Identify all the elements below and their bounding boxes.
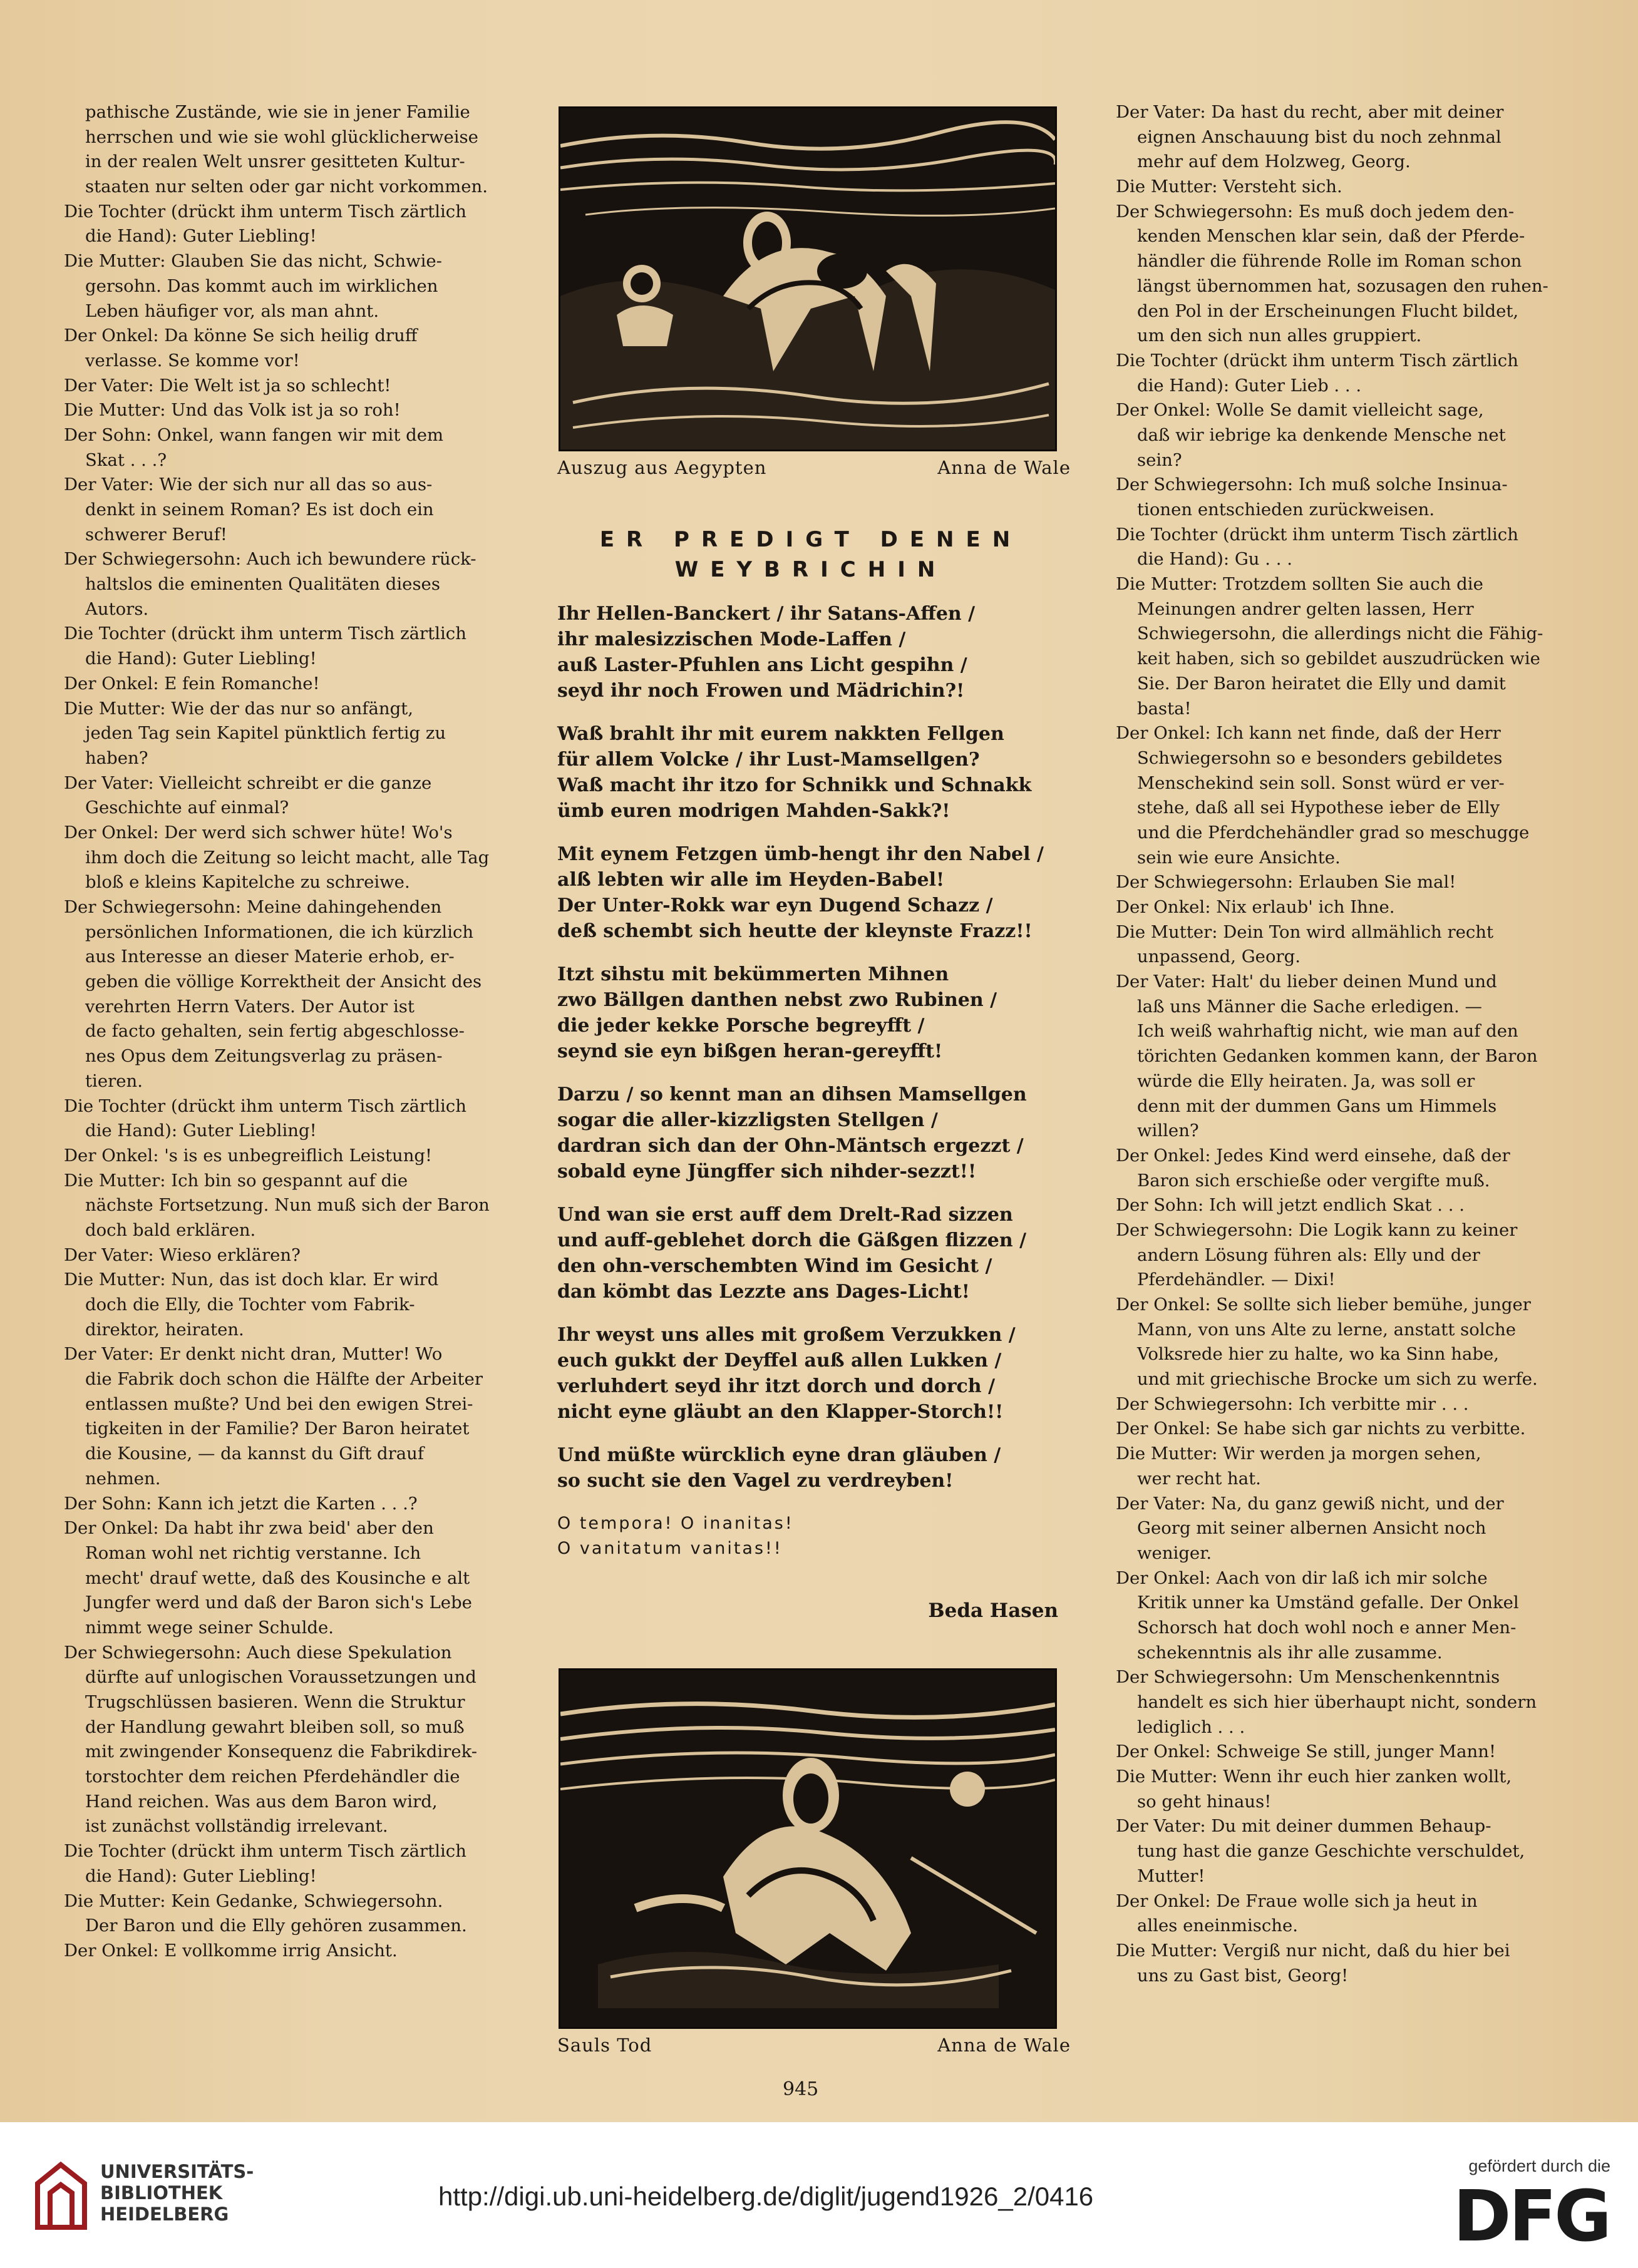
text-line: verlasse. Se komme vor! [85,350,300,371]
text-line: nes Opus dem Zeitungsverlag zu präsen- [85,1046,443,1067]
poem-line: alß lebten wir alle im Heyden-Babel! [557,869,945,891]
text-line: handelt es sich hier überhaupt nicht, sondern [1137,1692,1537,1712]
text-line: haltslos die eminenten Qualitäten dieses [85,574,440,595]
poem-line: Mit eynem Fetzgen ümb-hengt ihr den Nabel / [557,843,1044,865]
text-line: Schorsch hat doch wohl noch e anner Men- [1137,1617,1517,1638]
text-line: Der Onkel: Aach von dir laß ich mir solche [1116,1568,1488,1588]
text-line: aus Interesse an dieser Materie erhob, er- [85,947,455,967]
poem-title-line-1: ER PREDIGT DENEN [599,527,1022,552]
text-line: die Hand): Guter Liebling! [85,649,317,669]
text-line: Die Tochter (drückt ihm unterm Tisch zärtlich [64,1096,466,1116]
poem-line: den ohn-verschembten Wind im Gesicht / [557,1255,992,1277]
text-line: sein? [1137,449,1182,470]
text-line: Der Schwiegersohn: Es muß doch jedem den- [1116,201,1515,222]
text-line: de facto gehalten, sein fertig abgeschlosse- [85,1021,465,1042]
text-line: dürfte auf unlogischen Voraussetzungen und [85,1667,476,1688]
right-text-column [1108,100,1559,1988]
text-line: Die Tochter (drückt ihm unterm Tisch zärtlich [1116,524,1518,545]
woodcut-2-title: Sauls Tod [557,2035,652,2056]
sponsor-text: gefördert durch die [1468,2157,1610,2175]
poem-line: deß schembt sich heutte der kleynste Frazz!! [557,920,1033,942]
text-line: Die Mutter: Nun, das ist doch klar. Er wird [64,1270,439,1290]
poem-stanza [557,1202,1071,1305]
text-line: die Hand): Guter Lieb . . . [1137,375,1362,396]
poem-stanza [557,721,1071,824]
text-line: und mit griechische Brocke um sich zu werfe. [1137,1369,1538,1390]
text-line: in der realen Welt unsrer gesitteten Kultur- [85,151,465,172]
woodcut-exodus-illustration [559,106,1057,451]
text-line: wer recht hat. [1137,1468,1261,1489]
text-line: mecht' drauf wette, daß des Kousinche e alt [85,1568,470,1588]
poem-title-line-2: WEYBRICHIN [674,557,947,582]
text-line: längst übernommen hat, sozusagen den ruhen- [1137,275,1548,296]
text-line: Sie. Der Baron heiratet die Elly und damit [1137,673,1506,694]
text-line: lediglich . . . [1137,1716,1245,1737]
poem-line: auß Laster-Pfuhlen ans Licht gespihn / [557,654,967,676]
text-line: tung hast die ganze Geschichte verschuldet, [1137,1841,1525,1862]
text-line: Die Mutter: Wenn ihr euch hier zanken wollt, [1116,1767,1512,1787]
page-number: 945 [783,2078,819,2100]
text-line: schekenntnis als ihr alle zusamme. [1137,1642,1443,1663]
text-line: Mutter! [1137,1865,1205,1886]
poem-line: sobald eyne Jüngffer sich nihder-sezzt!! [557,1161,977,1183]
text-line: ihm doch die Zeitung so leicht macht, alle Tag [85,847,490,868]
text-line: Roman wohl net richtig verstanne. Ich [85,1542,421,1563]
text-line: Der Sohn: Ich will jetzt endlich Skat . . . [1116,1195,1465,1216]
poem-line: verluhdert seyd ihr itzt dorch und dorch / [557,1375,996,1397]
text-line: Der Vater: Wieso erklären? [64,1244,301,1265]
poem-line: dan kömbt das Lezzte ans Dages-Licht! [557,1281,970,1303]
text-line: die Kousine, — da kannst du Gift drauf [85,1444,425,1464]
text-line: und die Pferdchehändler grad so meschugge [1137,822,1530,843]
poem-stanza [557,1322,1071,1425]
text-line: Der Onkel: Se sollte sich lieber bemühe, junger [1116,1295,1531,1315]
text-line: Der Onkel: Ich kann net finde, daß der Herr [1116,723,1501,744]
poem-line: seyd ihr noch Frowen und Mädrichin?! [557,680,965,702]
text-line: Der Schwiegersohn: Ich verbitte mir . . . [1116,1393,1469,1414]
text-line: den Pol in der Erscheinungen Flucht bildet, [1137,300,1519,321]
text-line: Der Vater: Da hast du recht, aber mit deiner [1116,102,1504,122]
poem-line: nicht eyne gläubt an den Klapper-Storch!! [557,1401,1004,1423]
text-line: Der Schwiegersohn: Erlauben Sie mal! [1116,872,1456,893]
text-line: bloß e kleins Kapitelche zu schreiwe. [85,872,410,893]
text-line: schwerer Beruf! [85,524,227,545]
text-line: kenden Menschen klar sein, daß der Pferde- [1137,226,1525,247]
text-line: Der Vater: Vielleicht schreibt er die ganze [64,772,432,793]
text-line: Ich weiß wahrhaftig nicht, wie man auf den [1137,1021,1518,1042]
library-name-line-1: UNIVERSITÄTS- [100,2161,254,2182]
text-line: tionen entschieden zurückweisen. [1137,500,1435,520]
text-line: verehrten Herrn Vaters. Der Autor ist [85,996,415,1017]
text-line: Der Onkel: Wolle Se damit vielleicht sage, [1116,400,1484,421]
university-library-name [100,2161,254,2225]
library-name-line-2: BIBLIOTHEK [100,2182,223,2204]
poem-line: Darzu / so kennt man an dihsen Mamsellgen [557,1084,1027,1106]
text-line: Der Sohn: Onkel, wann fangen wir mit dem [64,424,444,445]
poem-line: zwo Bällgen danthen nebst zwo Rubinen / [557,989,997,1011]
text-line: unpassend, Georg. [1137,947,1301,967]
text-line: Die Mutter: Vergiß nur nicht, daß du hier bei [1116,1940,1510,1961]
text-line: Schwiegersohn, die allerdings nicht die Fähig- [1137,623,1543,644]
text-line: Der Vater: Er denkt nicht dran, Mutter! Wo [64,1344,443,1365]
text-line: Der Onkel: E fein Romanche! [64,673,320,694]
text-line: mit zwingender Konsequenz die Fabrikdirek- [85,1742,478,1762]
text-line: nehmen. [85,1468,161,1489]
library-name-line-3: HEIDELBERG [100,2204,229,2225]
digitization-footer [0,2122,1638,2268]
poem-line: Und müßte würcklich eyne dran gläuben / [557,1444,1001,1466]
poem-stanza [557,1442,1071,1494]
text-line: Jungfer werd und daß der Baron sich's Lebe [85,1593,472,1613]
text-line: basta! [1137,698,1192,719]
text-line: Menschekind sein soll. Sonst würd er ver- [1137,772,1505,793]
poem-line: seynd sie eyn bißgen heran-gereyfft! [557,1040,943,1062]
text-line: die Fabrik doch schon die Hälfte der Arbeiter [85,1369,483,1390]
poem-line: die jeder kekke Porsche begreyfft / [557,1015,925,1037]
text-line: Leben häufiger vor, als man ahnt. [85,300,379,321]
text-line: Die Tochter (drückt ihm unterm Tisch zärtlich [64,201,466,222]
text-line: tigkeiten in der Familie? Der Baron heiratet [85,1419,470,1439]
text-line: Der Sohn: Kann ich jetzt die Karten . . .? [64,1493,418,1514]
woodcut-1-title: Auszug aus Aegypten [557,457,767,478]
text-line: Baron sich erschieße oder vergifte muß. [1137,1170,1490,1191]
poem-latin-line-1: O tempora! O inanitas! [557,1514,794,1533]
text-line: Die Tochter (drückt ihm unterm Tisch zärtlich [1116,350,1518,371]
dfg-logo: DFG [1453,2176,1609,2257]
text-line: Schwiegersohn so e besonders gebildetes [1137,747,1503,768]
text-line: nächste Fortsetzung. Nun muß sich der Baron [85,1195,490,1216]
poem-line: Waß brahlt ihr mit eurem nakkten Fellgen [557,723,1004,745]
text-line: Die Tochter (drückt ihm unterm Tisch zärtlich [64,623,466,644]
poem-line: Und wan sie erst auff dem Drelt-Rad sizzen [557,1204,1013,1226]
text-line: stehe, daß all sei Hypothese ieber de Elly [1137,798,1500,818]
text-line: eignen Anschauung bist du noch zehnmal [1137,126,1502,147]
text-line: alles eneinmische. [1137,1916,1298,1936]
text-line: Der Onkel: Se habe sich gar nichts zu verbitte. [1116,1419,1526,1439]
text-line: so geht hinaus! [1137,1791,1272,1812]
text-line: Die Mutter: Trotzdem sollten Sie auch die [1116,574,1483,595]
text-line: der Handlung gewahrt bleiben soll, so muß [85,1716,465,1737]
text-line: Skat . . .? [85,449,167,470]
text-line: Die Mutter: Glauben Sie das nicht, Schwie- [64,251,442,272]
poem-line: ihr malesizzischen Mode-Laffen / [557,629,906,650]
poem-body [557,601,1071,1561]
text-line: Georg mit seiner albernen Ansicht noch [1137,1518,1486,1539]
text-line: denn mit der dummen Gans um Himmels [1137,1096,1497,1116]
text-line: Der Onkel: Schweige Se still, junger Mann! [1116,1742,1496,1762]
text-line: Der Onkel: Da habt ihr zwa beid' aber den [64,1518,434,1539]
text-line: Pferdehändler. — Dixi! [1137,1270,1336,1290]
woodcut-2-caption [551,2035,1071,2060]
poem-line: Ihr weyst uns alles mit großem Verzukken / [557,1324,1016,1346]
poem-line: sogar die aller-kizzligsten Stellgen / [557,1109,938,1131]
text-line: Die Mutter: Kein Gedanke, Schwiegersohn. [64,1891,443,1911]
text-line: uns zu Gast bist, Georg! [1137,1965,1349,1986]
text-line: Die Tochter (drückt ihm unterm Tisch zärtlich [64,1841,466,1862]
text-line: Der Onkel: Jedes Kind werd einsehe, daß der [1116,1145,1510,1166]
text-line: Der Onkel: E vollkomme irrig Ansicht. [64,1940,398,1961]
text-line: Geschichte auf einmal? [85,798,289,818]
text-line: direktor, heiraten. [85,1319,244,1340]
poem-line: ümb euren modrigen Mahden-Sakk?! [557,800,950,822]
text-line: Die Mutter: Und das Volk ist ja so roh! [64,400,401,421]
text-line: Hand reichen. Was aus dem Baron wird, [85,1791,438,1812]
text-line: herrschen und wie sie wohl glücklicherweise [85,126,478,147]
woodcut-sauls-death-illustration [559,1668,1057,2029]
text-line: jeden Tag sein Kapitel pünktlich fertig zu [85,723,446,744]
left-text-column [56,100,507,1964]
text-line: Der Baron und die Elly gehören zusammen. [85,1916,467,1936]
text-line: Die Mutter: Dein Ton wird allmählich recht [1116,921,1494,942]
text-line: daß wir iebrige ka denkende Mensche net [1137,424,1506,445]
text-line: Meinungen andrer gelten lassen, Herr [1137,598,1474,619]
poem-line: dardran sich dan der Ohn-Mäntsch ergezzt / [557,1135,1024,1157]
text-line: Der Schwiegersohn: Meine dahingehenden [64,897,442,917]
text-line: pathische Zustände, wie sie in jener Familie [85,102,470,122]
text-line: mehr auf dem Holzweg, Georg. [1137,151,1411,172]
text-line: entlassen mußte? Und bei den ewigen Strei- [85,1393,473,1414]
poem-line: Waß macht ihr itzo for Schnikk und Schnakk [557,774,1032,796]
text-line: doch bald erklären. [85,1219,256,1240]
text-line: Die Mutter: Wir werden ja morgen sehen, [1116,1444,1481,1464]
text-line: weniger. [1137,1542,1212,1563]
text-line: Der Vater: Wie der sich nur all das so aus- [64,475,433,495]
text-line: Der Onkel: Der werd sich schwer hüte! Wo's [64,822,453,843]
poem-line: euch gukkt der Deyffel auß allen Lukken / [557,1350,1002,1372]
text-line: die Hand): Guter Liebling! [85,226,317,247]
text-line: ist zunächst vollständig irrelevant. [85,1816,388,1837]
text-line: Der Vater: Halt' du lieber deinen Mund und [1116,972,1497,992]
text-line: Der Schwiegersohn: Um Menschenkenntnis [1116,1667,1500,1688]
source-url-link[interactable]: http://digi.ub.uni-heidelberg.de/diglit/jugend1926_2/0416 [438,2182,1094,2211]
text-line: Der Schwiegersohn: Auch ich bewundere rück- [64,549,476,570]
text-line: Die Mutter: Versteht sich. [1116,177,1342,197]
text-line: Trugschlüssen basieren. Wenn die Struktur [85,1692,465,1712]
text-line: die Hand): Guter Liebling! [85,1121,317,1141]
poem-stanza [557,962,1071,1064]
poem-stanza [557,601,1071,704]
text-line: willen? [1137,1121,1199,1141]
text-line: törichten Gedanken kommen kann, der Baron [1137,1046,1538,1067]
text-line: Volksrede hier zu halte, wo ka Sinn habe, [1137,1344,1499,1365]
text-line: keit haben, sich so gebildet auszudrücken wie [1137,649,1540,669]
text-line: Die Mutter: Ich bin so gespannt auf die [64,1170,408,1191]
poem-line: Ihr Hellen-Banckert / ihr Satans-Affen / [557,603,976,625]
university-library-logo-icon [31,2158,91,2234]
poem-line: und auff-geblehet dorch die Gäßgen flizzen / [557,1229,1027,1251]
text-line: laß uns Männer die Sache erledigen. — [1137,996,1482,1017]
poem-line: für allem Volcke / ihr Lust-Mamsellgen? [557,749,980,771]
text-line: Mann, von uns Alte zu lerne, anstatt solche [1137,1319,1516,1340]
text-line: haben? [85,747,148,768]
poem-author: Beda Hasen [928,1599,1058,1622]
text-line: andern Lösung führen als: Elly und der [1137,1244,1480,1265]
poem-line: Der Unter-Rokk war eyn Dugend Schazz / [557,895,993,916]
text-line: um den sich nun alles gruppiert. [1137,326,1422,346]
text-line: gersohn. Das kommt auch im wirklichen [85,275,438,296]
text-line: händler die führende Rolle im Roman schon [1137,251,1522,272]
text-line: geben die völlige Korrektheit der Ansicht des [85,972,482,992]
text-line: würde die Elly heiraten. Ja, was soll er [1137,1070,1475,1091]
text-line: nimmt wege seiner Schulde. [85,1617,334,1638]
text-line: Der Vater: Du mit deiner dummen Behaup- [1116,1816,1491,1837]
text-line: torstochter dem reichen Pferdehändler die [85,1767,460,1787]
poem-title [551,525,1071,585]
text-line: Der Vater: Die Welt ist ja so schlecht! [64,375,391,396]
text-line: sein wie eure Ansichte. [1137,847,1341,868]
text-line: Der Schwiegersohn: Auch diese Spekulation [64,1642,452,1663]
poem-line: so sucht sie den Vagel zu verdreyben! [557,1470,954,1492]
woodcut-1-caption [551,457,1071,482]
text-line: Autors. [85,598,149,619]
poem-stanzas [557,601,1071,1494]
text-line: Der Schwiegersohn: Ich muß solche Insinua- [1116,475,1508,495]
text-line: doch die Elly, die Tochter vom Fabrik- [85,1295,415,1315]
text-line: tieren. [85,1070,143,1091]
woodcut-2-artist: Anna de Wale [937,2035,1071,2056]
text-line: staaten nur selten oder gar nicht vorkommen. [85,177,488,197]
text-line: Der Onkel: Da könne Se sich heilig druff [64,326,418,346]
poem-stanza [557,841,1071,944]
poem-line: Itzt sihstu mit bekümmerten Mihnen [557,963,949,985]
text-line: die Hand): Gu . . . [1137,549,1292,570]
text-line: Kritik unner ka Umständ gefalle. Der Onkel [1137,1593,1519,1613]
text-line: denkt in seinem Roman? Es ist doch ein [85,500,434,520]
text-line: Der Onkel: 's is es unbegreiflich Leistung! [64,1145,433,1166]
text-line: Die Mutter: Wie der das nur so anfängt, [64,698,413,719]
text-line: Der Onkel: Nix erlaub' ich Ihne. [1116,897,1395,917]
poem-stanza [557,1082,1071,1184]
woodcut-1-artist: Anna de Wale [937,457,1071,478]
text-line: Der Onkel: De Fraue wolle sich ja heut in [1116,1891,1478,1911]
text-line: Der Schwiegersohn: Die Logik kann zu keiner [1116,1219,1518,1240]
text-line: die Hand): Guter Liebling! [85,1865,317,1886]
text-line: persönlichen Informationen, die ich kürzlich [85,921,474,942]
poem-latin-line-2: O vanitatum vanitas!! [557,1539,783,1558]
text-line: Der Vater: Na, du ganz gewiß nicht, und der [1116,1493,1504,1514]
